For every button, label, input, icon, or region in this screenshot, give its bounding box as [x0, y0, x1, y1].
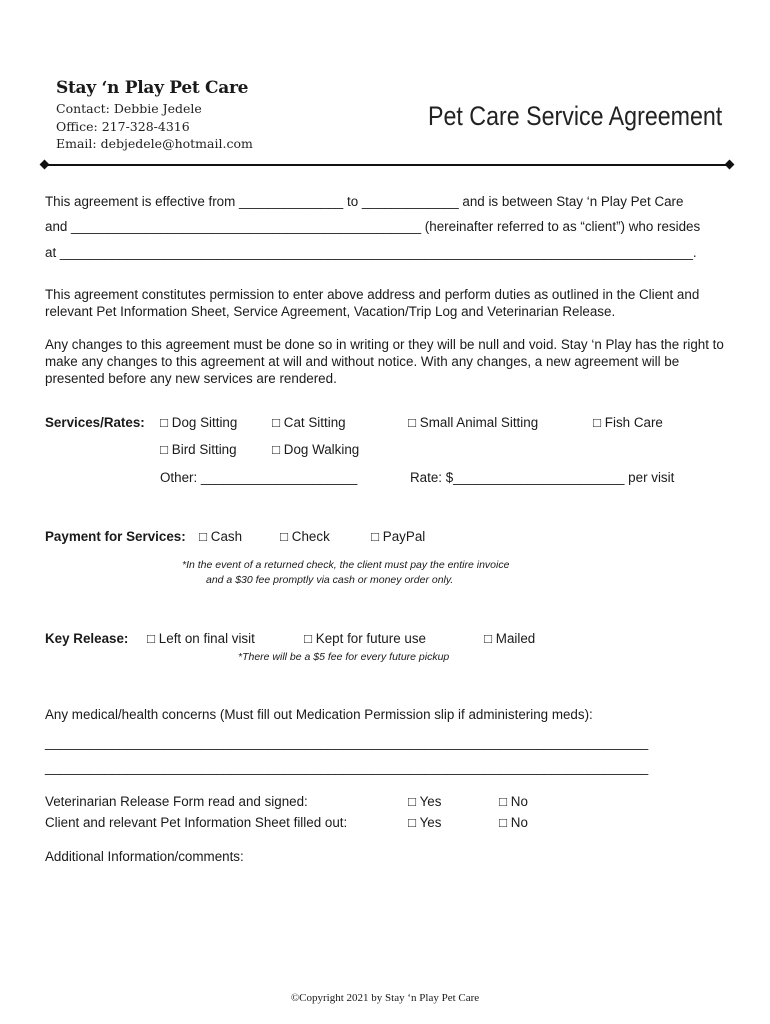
returned-check-note: *In the event of a returned check, the client must pay the entire invoice [182, 559, 510, 571]
services-label: Services/Rates: [45, 415, 145, 430]
left-final-visit-checkbox[interactable]: □ Left on final visit [147, 631, 255, 646]
client-sheet-yes-checkbox[interactable]: □ Yes [408, 815, 442, 830]
divider-right-diamond [725, 160, 735, 170]
additional-info-label: Additional Information/comments: [45, 849, 244, 864]
page-title: Pet Care Service Agreement [428, 101, 723, 131]
cat-sitting-checkbox[interactable]: □ Cat Sitting [272, 415, 346, 430]
mailed-checkbox[interactable]: □ Mailed [484, 631, 536, 646]
changes-paragraph: Any changes to this agreement must be done so in writing or they will be null and void. Stay ‘n Play has the right to make any changes to this agreement at will and without notice. With any changes, a new agreement will be presented before any new services are rendered. [45, 337, 724, 386]
fish-care-checkbox[interactable]: □ Fish Care [593, 415, 663, 430]
vet-release-label: Veterinarian Release Form read and signed: [45, 794, 308, 809]
medical-concerns-line-2[interactable]: _________________________________________________________________________________ [45, 760, 649, 775]
cash-checkbox[interactable]: □ Cash [199, 529, 243, 544]
dog-walking-checkbox[interactable]: □ Dog Walking [272, 442, 360, 457]
payment-label: Payment for Services: [45, 529, 186, 544]
dog-sitting-checkbox[interactable]: □ Dog Sitting [160, 415, 238, 430]
small-animal-checkbox[interactable]: □ Small Animal Sitting [408, 415, 539, 430]
bird-sitting-checkbox[interactable]: □ Bird Sitting [160, 442, 237, 457]
vet-release-no-checkbox[interactable]: □ No [499, 794, 528, 809]
business-name: Stay ‘n Play Pet Care [56, 78, 249, 98]
medical-concerns-line-1[interactable]: _________________________________________________________________________________ [45, 735, 649, 750]
vet-release-yes-checkbox[interactable]: □ Yes [408, 794, 442, 809]
client-sheet-label: Client and relevant Pet Information Sheet filled out: [45, 815, 348, 830]
header-divider [44, 164, 732, 166]
office-phone: Office: 217-328-4316 [56, 119, 190, 134]
pickup-fee-note: *There will be a $5 fee for every future pickup [238, 651, 450, 663]
rate-field[interactable]: Rate: $_______________________ per visit [410, 470, 675, 485]
returned-check-note-2: and a $30 fee promptly via cash or money order only. [206, 574, 454, 586]
key-release-label: Key Release: [45, 631, 129, 646]
other-service-field[interactable]: Other: _____________________ [160, 470, 358, 485]
medical-concerns-label: Any medical/health concerns (Must fill out Medication Permission slip if administering meds): [45, 707, 593, 722]
kept-future-use-checkbox[interactable]: □ Kept for future use [304, 631, 426, 646]
contact-name: Contact: Debbie Jedele [56, 101, 202, 116]
email-address: Email: debjedele@hotmail.com [56, 136, 253, 151]
permission-paragraph: This agreement constitutes permission to enter above address and perform duties as outlined in the Client and relevant Pet Information Sheet, Service Agreement, Vacation/Trip Log and Veterinarian Release. [45, 287, 700, 319]
agreement-dates-line[interactable]: This agreement is effective from ______________ to _____________ and is between Stay ‘n Play Pet Care [45, 194, 684, 209]
client-address-line[interactable]: at _____________________________________________________________________________________. [45, 245, 697, 260]
client-name-line[interactable]: and _______________________________________________ (hereinafter referred to as “client”) who resides [45, 219, 701, 234]
copyright-footer: ©Copyright 2021 by Stay ‘n Play Pet Care [290, 992, 480, 1004]
divider-left-diamond [40, 160, 50, 170]
check-checkbox[interactable]: □ Check [280, 529, 330, 544]
client-sheet-no-checkbox[interactable]: □ No [499, 815, 528, 830]
paypal-checkbox[interactable]: □ PayPal [371, 529, 426, 544]
